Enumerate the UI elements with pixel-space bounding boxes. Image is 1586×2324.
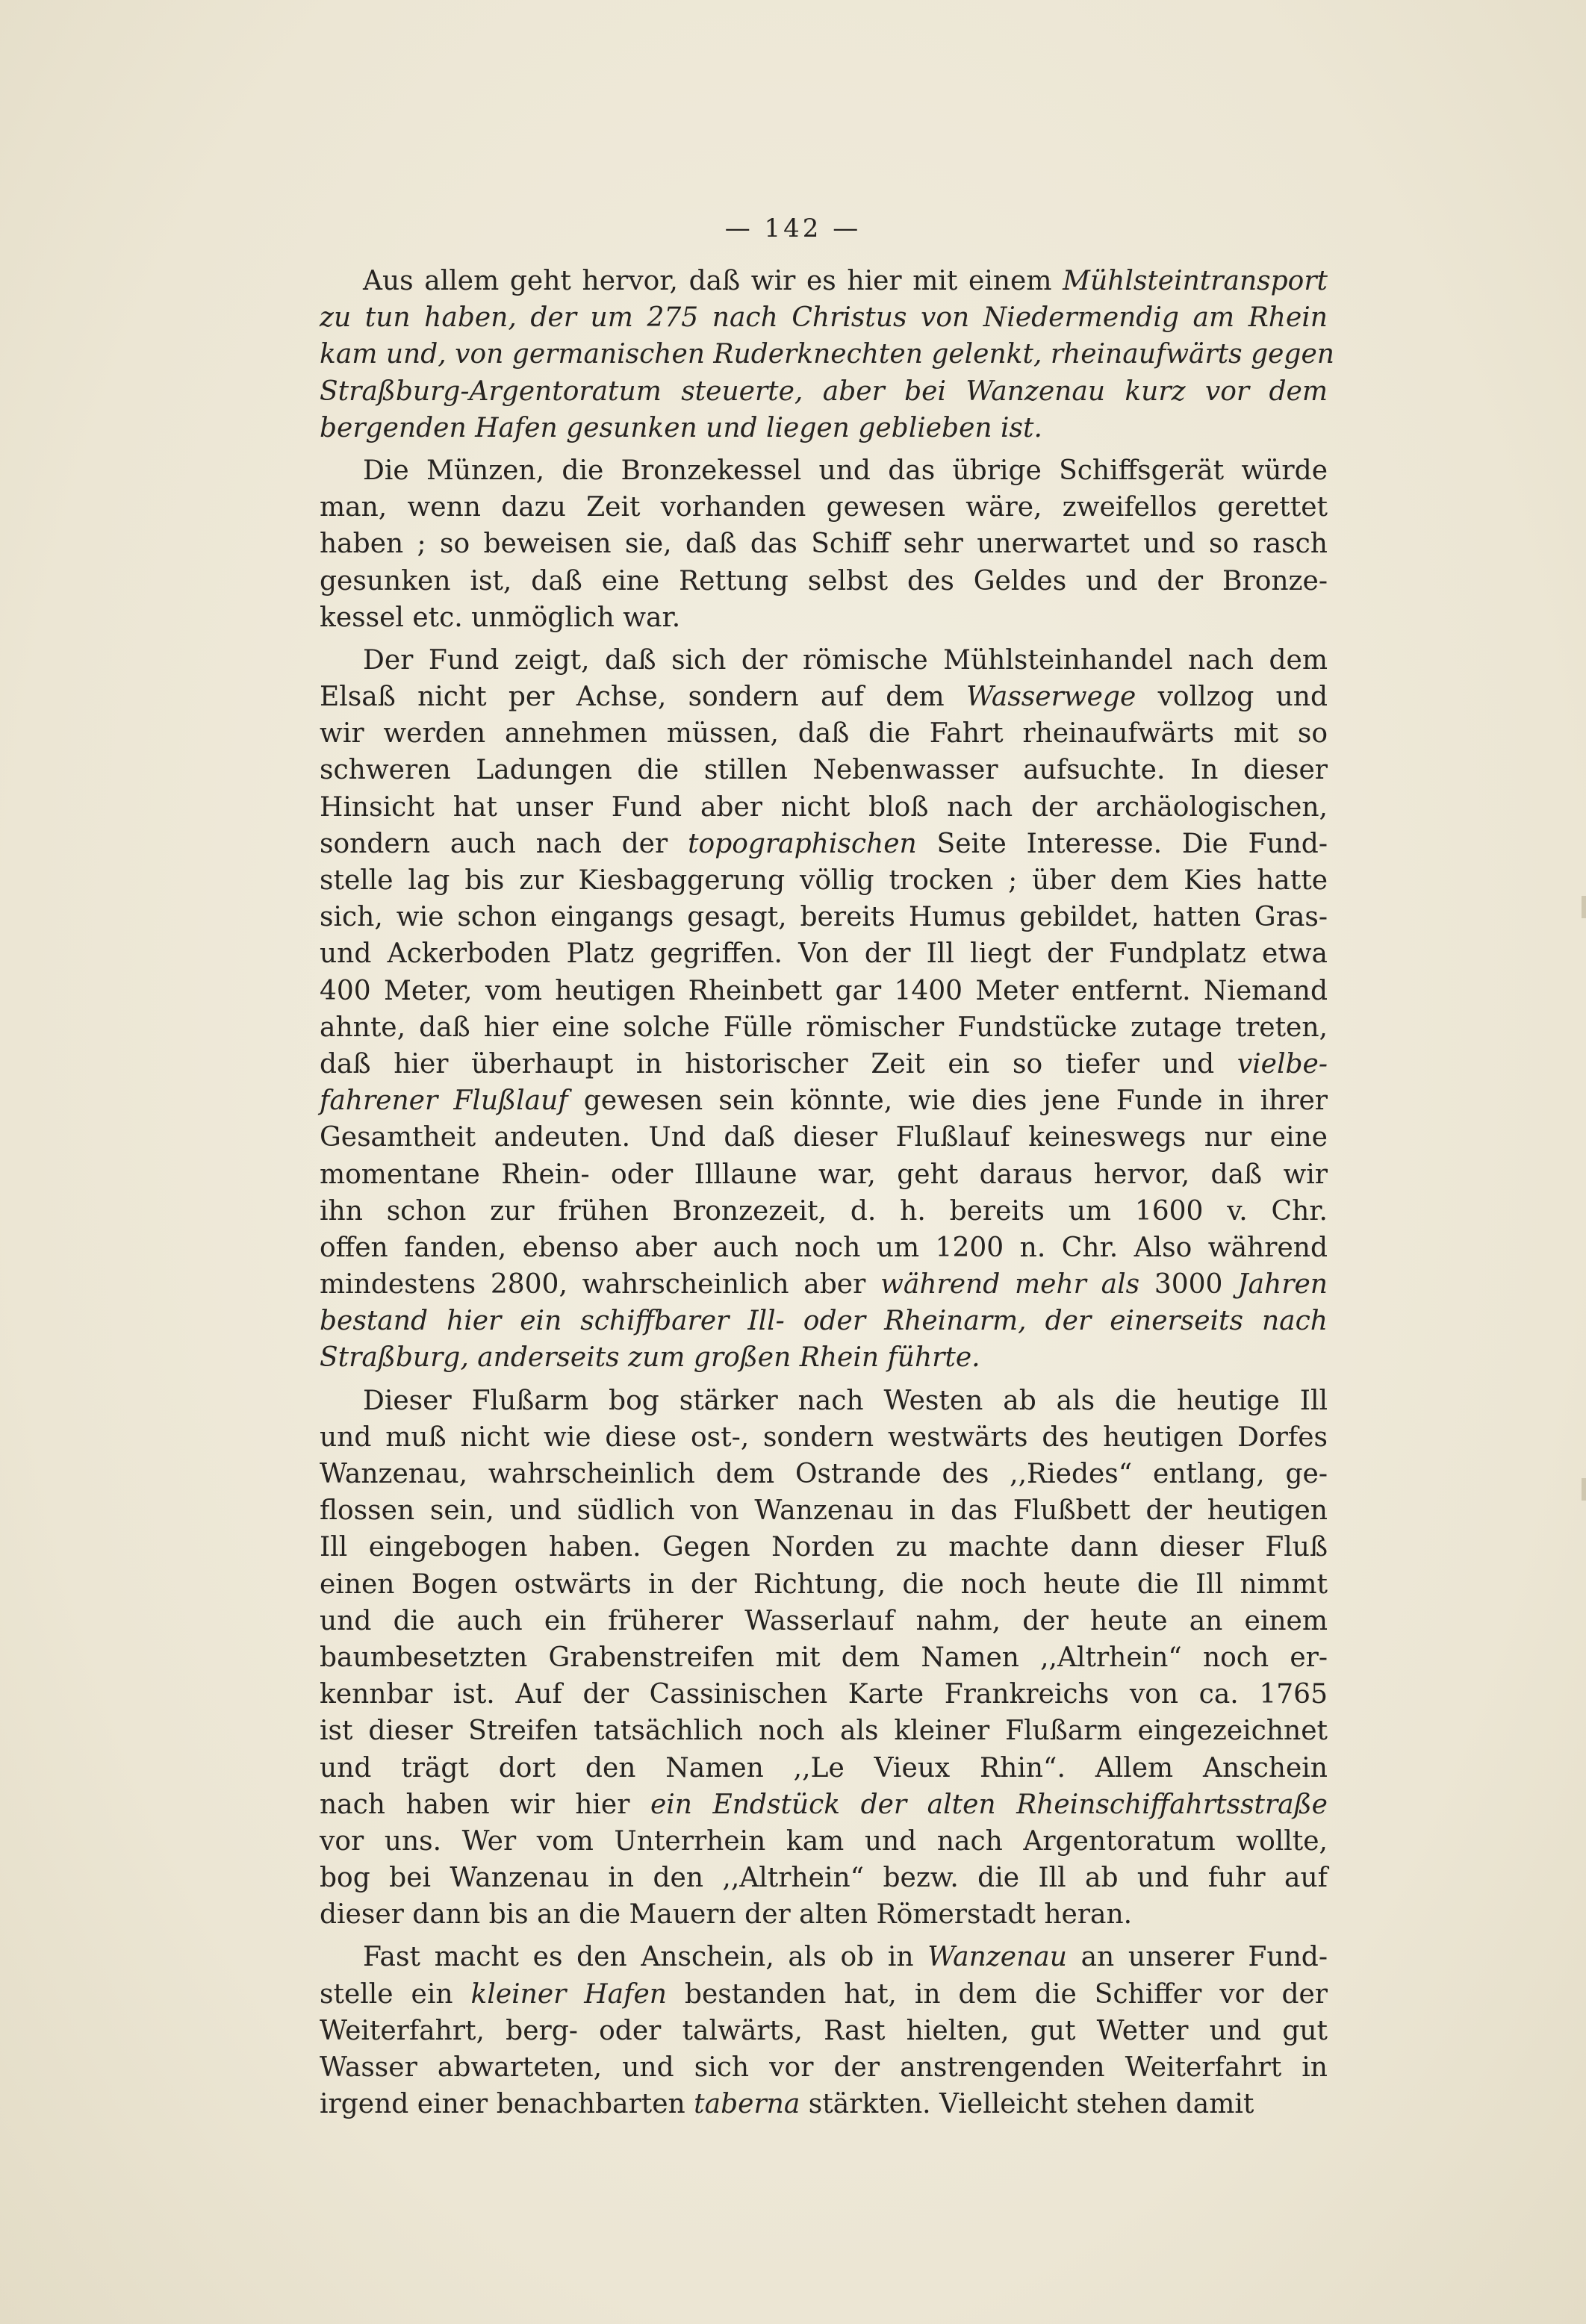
text-line: schweren Ladungen die stillen Nebenwasser aufsuchte. In dieser [320,755,1328,786]
page-edge-mark [1582,896,1586,918]
text-line [320,336,1334,373]
text-line: stelle lag bis zur Kiesbaggerung völlig trocken ; über dem Kies hatte [320,865,1328,896]
text-line: man, wenn dazu Zeit vorhanden gewesen wäre, zweifellos gerettet [320,492,1328,523]
text-line: Wanzenau, wahrscheinlich dem Ostrande des ,,Riedes“ entlang, ge- [320,1459,1328,1489]
text-line: baumbesetzten Grabenstreifen mit dem Namen ,,Altrhein“ noch er- [320,1642,1328,1673]
text-line: sondern auch nach der topographischen Seite Interesse. Die Fund- [320,828,1328,859]
text-line: und Ackerboden Platz gegriffen. Von der Ill liegt der Fundplatz etwa [320,938,1328,970]
text-line: und trägt dort den Namen ,,Le Vieux Rhin“. Allem Anschein [320,1752,1328,1784]
text-line: ahnte, daß hier eine solche Fülle römischer Fundstücke zutage treten, [320,1012,1328,1043]
text-line: daß hier überhaupt in historischer Zeit ein so tiefer und vielbe- [320,1048,1328,1080]
text-line: Gesamtheit andeuten. Und daß dieser Flußlauf keineswegs nur eine [320,1122,1328,1153]
text-line: Elsaß nicht per Achse, sondern auf dem Wasserwege vollzog und [320,682,1328,713]
text-line: und muß nicht wie diese ost-, sondern westwärts des heutigen Dorfes [320,1421,1328,1453]
text-line: Fast macht es den Anschein, als ob in Wanzenau an unserer Fund- [363,1942,1328,1973]
italic-span: während mehr als [880,1269,1140,1300]
text-line: sich, wie schon eingangs gesagt, bereits Humus gebildet, hatten Gras- [320,902,1328,933]
text-line: ist dieser Streifen tatsächlich noch als kleiner Flußarm eingezeichnet [320,1716,1328,1747]
text-line: dieser dann bis an die Mauern der alten Römerstadt heran. [320,1899,1133,1931]
text-line: Dieser Flußarm bog stärker nach Westen ab als die heutige Ill [363,1385,1328,1416]
italic-span: vielbe- [1237,1048,1328,1080]
text-line: 400 Meter, vom heutigen Rheinbett gar 1400 Meter entfernt. Niemand [320,975,1328,1006]
text-line: stelle ein kleiner Hafen bestanden hat, in dem die Schiffer vor der [320,1978,1328,2010]
text-line [320,1303,1328,1339]
italic-span: Wasserwege [966,682,1136,713]
text-line: einen Bogen ostwärts in der Richtung, die noch heute die Ill nimmt [320,1568,1328,1600]
text-line: kessel etc. unmöglich war. [320,602,681,633]
text-line: bog bei Wanzenau in den ,,Altrhein“ bezw. die Ill ab und fuhr auf [320,1863,1328,1894]
italic-span: kam und, von germanischen Ruderknechten gelenkt, rheinaufwärts gegen [320,339,1334,370]
italic-span: bergenden Hafen gesunken und liegen geblieben ist. [320,412,1042,443]
italic-span: Jahren [1237,1269,1328,1300]
text-line [320,410,1328,446]
text-line: Weiterfahrt, berg- oder talwärts, Rast hielten, gut Wetter und gut [320,2015,1328,2046]
text-line: haben ; so beweisen sie, daß das Schiff sehr unerwartet und so rasch [320,529,1328,560]
text-line: kennbar ist. Auf der Cassinischen Karte Frankreichs von ca. 1765 [320,1679,1328,1710]
text-line: ihn schon zur frühen Bronzezeit, d. h. bereits um 1600 v. Chr. [320,1195,1328,1227]
text-line: Hinsicht hat unser Fund aber nicht bloß nach der archäologischen, [320,791,1328,823]
text-line: Aus allem geht hervor, daß wir es hier mit einem Mühlsteintransport [363,266,1328,296]
italic-span: Mühlsteintransport [1063,266,1328,296]
text-line: momentane Rhein- oder Illlaune war, geht daraus hervor, daß wir [320,1159,1328,1190]
italic-span: fahrener Flußlauf [320,1085,568,1117]
text-line [320,373,1328,410]
text-line [320,299,1328,336]
italic-span: topographischen [688,828,917,859]
italic-span: bestand hier ein schiffbarer Ill- oder Rheinarm, der einerseits nach [320,1306,1328,1337]
text-line: vor uns. Wer vom Unterrhein kam und nach Argentoratum wollte, [320,1825,1328,1857]
italic-span: Straßburg-Argentoratum steuerte, aber bei Wanzenau kurz vor dem [320,376,1328,407]
text-line: offen fanden, ebenso aber auch noch um 1200 n. Chr. Also während [320,1232,1328,1263]
italic-span: Straßburg, anderseits zum großen Rhein führte. [320,1342,980,1374]
text-line: Die Münzen, die Bronzekessel und das übrige Schiffsgerät würde [363,455,1328,486]
text-line: flossen sein, und südlich von Wanzenau in das Flußbett der heutigen [320,1495,1328,1527]
text-line: irgend einer benachbarten taberna stärkten. Vielleicht stehen damit [320,2089,1254,2120]
text-line: nach haben wir hier ein Endstück der alten Rheinschiffahrtsstraße [320,1789,1328,1820]
text-line: fahrener Flußlauf gewesen sein könnte, wie dies jene Funde in ihrer [320,1085,1328,1117]
text-line: wir werden annehmen müssen, daß die Fahrt rheinaufwärts mit so [320,718,1328,750]
italic-span: kleiner Hafen [470,1978,667,2010]
text-line: Der Fund zeigt, daß sich der römische Mühlsteinhandel nach dem [363,644,1328,676]
page-edge-mark [1582,1478,1586,1501]
text-line: Wasser abwarteten, und sich vor der anstrengenden Weiterfahrt in [320,2052,1328,2083]
italic-span: zu tun haben, der um 275 nach Christus von Niedermendig am Rhein [320,302,1328,334]
page-number: — 142 — [724,214,862,243]
italic-span: Wanzenau [927,1942,1067,1973]
text-line: Ill eingebogen haben. Gegen Norden zu machte dann dieser Fluß [320,1532,1328,1563]
body-text [320,263,1334,2122]
italic-span: taberna [694,2089,800,2120]
text-line [320,1339,1328,1376]
text-line: und die auch ein früherer Wasserlauf nahm, der heute an einem [320,1605,1328,1636]
text-line: mindestens 2800, wahrscheinlich aber während mehr als 3000 Jahren [320,1269,1328,1300]
text-line: gesunken ist, daß eine Rettung selbst des Geldes und der Bronze- [320,565,1328,596]
italic-span: ein Endstück der alten Rheinschiffahrtsstraße [650,1789,1328,1820]
